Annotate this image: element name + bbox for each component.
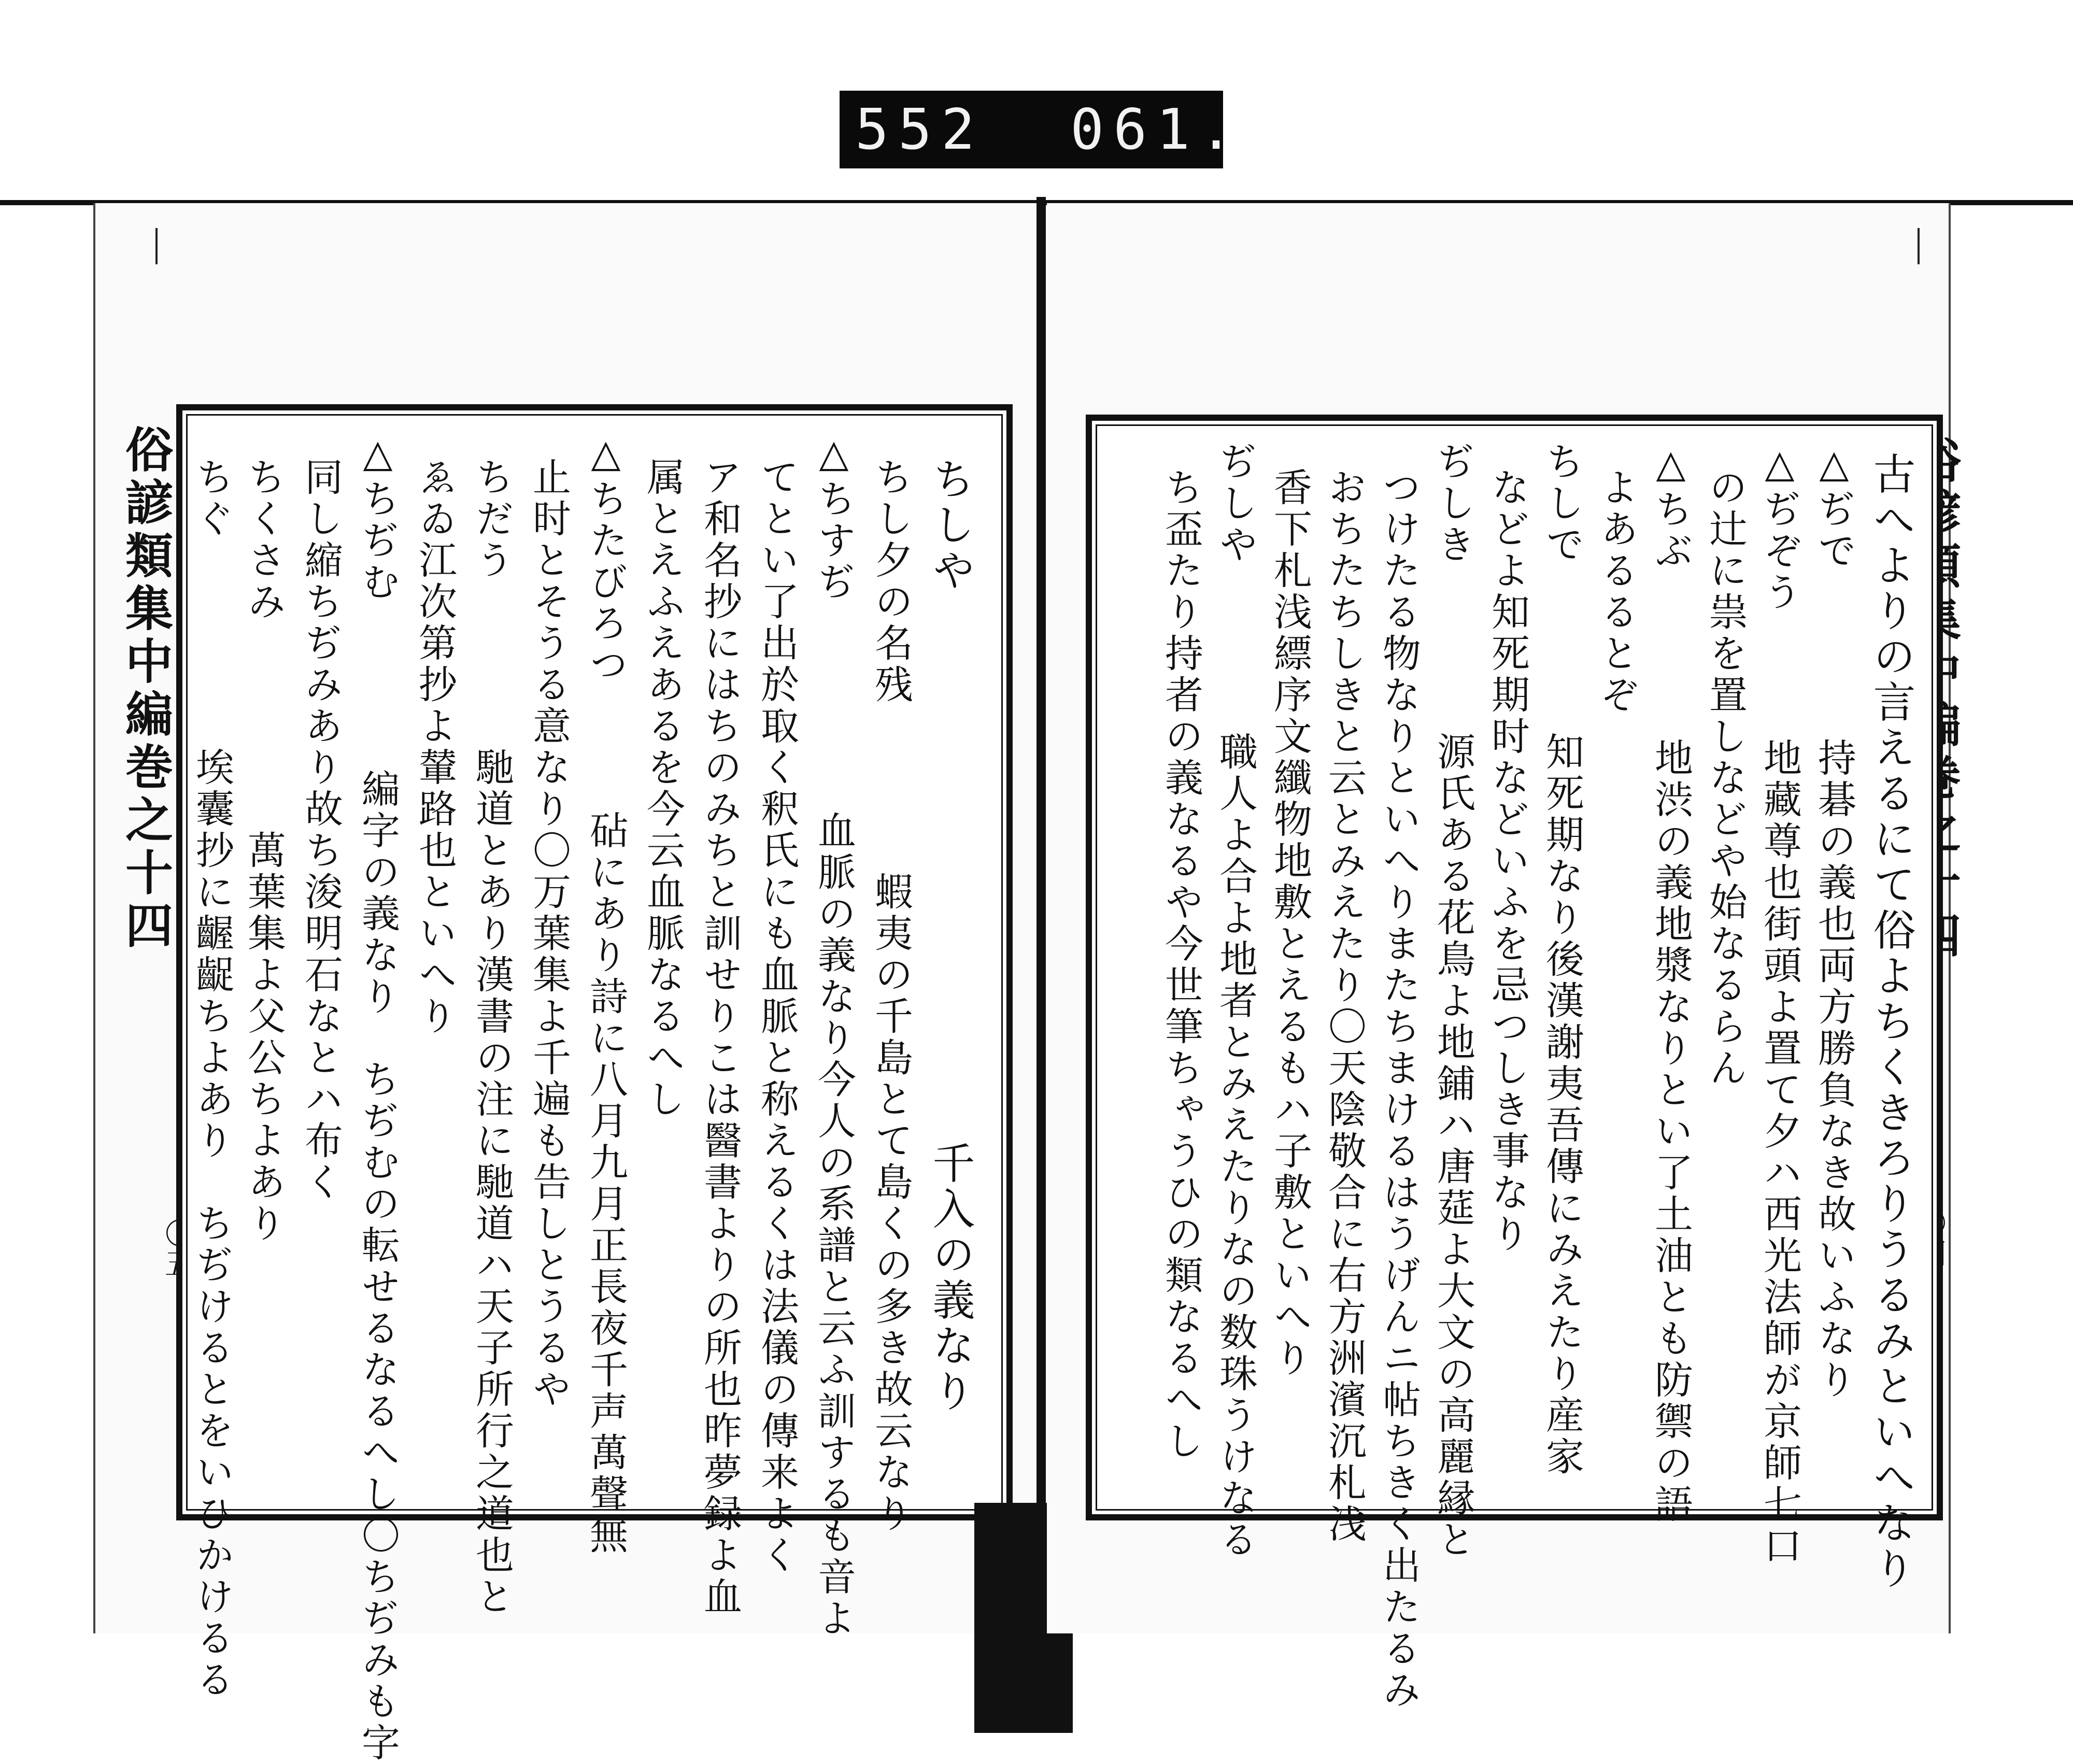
- right-column-12: ぢしや 職人よ合よ地者とみえたりなの数珠うけなる: [1213, 442, 1258, 1561]
- left-text-frame: [176, 404, 1013, 1764]
- right-column-3: の辻に祟を置しなどや始なるらん: [1703, 467, 1748, 1089]
- right-column-6: ちしで 知死期なり後漢謝夷吾傳にみえたり産家: [1540, 442, 1584, 1478]
- right-column-4: △ちぶ 地渋の義地漿なりとい了土油とも防禦の語: [1649, 442, 1693, 1526]
- right-column-9: つけたる物なりといへりまたちまけるはうげんニ帖ちきく出たるみ: [1376, 467, 1421, 1711]
- left-column-6: △ちたびろつ 砧にあり詩に八月九月正長夜千声萬聲無: [584, 431, 628, 1557]
- left-column-4: ア和名抄にはちのみちと訓せりこは醫書よりの所也昨夢録よ血: [698, 457, 742, 1618]
- left-column-3: てとい了出於取く釈氏にも血脈と称えるくは法儀の傳来よく: [755, 457, 799, 1576]
- right-column-10: おちたちしきと云とみえたり〇天陰敬合に右方洲濱沉札浅: [1322, 467, 1367, 1545]
- right-column-13: ち盃たり持者の義なるや今世筆ちゃうひの類なるへし: [1159, 467, 1203, 1462]
- right-column-5: よあるるとぞ: [1594, 467, 1639, 716]
- left-column-9: ゑゐ江次第抄よ輦路也といへり: [413, 457, 457, 1037]
- left-column-10: △ちぢむ 編字の義なり ちぢむの転せるなるへし〇ちぢみも字: [356, 431, 400, 1764]
- right-column-0: 古へよりの言えるにて俗よちくきろりうるみといへなり: [1866, 452, 1915, 1592]
- right-column-1: △ぢで 持碁の義也両方勝負なき故いふなり: [1812, 442, 1856, 1401]
- right-column-7: などよ知死期时などいふを忌つしき事なり: [1485, 467, 1530, 1255]
- catalog-label: [840, 91, 1243, 168]
- left-column-1: ちし夕の名残 蝦夷の千島とて島くの多き故云なり: [869, 457, 913, 1535]
- book-gutter: [1036, 197, 1046, 1643]
- right-column-8: ぢしき 源氏ある花鳥よ地鋪ハ唐莚よ大文の高麗縁と: [1431, 442, 1475, 1561]
- left-column-8: ちだう 馳道とあり漢書の注に馳道ハ天子所行之道也と: [470, 457, 514, 1618]
- right-page-corner-mark: [1897, 228, 1920, 264]
- left-column-11: 同し縮ちぢみあり故ち浚明石なとハ布く: [299, 457, 343, 1203]
- left-column-13: ちぐ 埃囊抄に齷齪ちよあり ちぢけるとをいひかけるる: [190, 457, 234, 1701]
- right-column-11: 香下札浅縹序文纖物地敷とえるもハ子敷といへり: [1268, 467, 1312, 1379]
- right-text-frame: [1086, 415, 1943, 1711]
- left-column-0: ちしや 千入の義なり: [926, 457, 975, 1415]
- catalog-label-text: 552 061.: [855, 97, 1243, 162]
- left-column-7: 止时とそうる意なり〇万葉集よ千遍も告しとうるや: [527, 457, 571, 1411]
- left-column-12: ちくさみ 萬葉集よ父公ちよあり: [242, 457, 286, 1245]
- left-spine-title: 俗諺類集中編巻之十四: [118, 425, 174, 954]
- right-column-2: △ぢぞう 地藏尊也街頭よ置て夕ハ西光法師が京師七口: [1757, 442, 1802, 1567]
- left-column-5: 属とえふえあるを今云血脈なるへし: [641, 457, 685, 1120]
- left-page-corner-mark: [155, 228, 178, 264]
- left-column-2: △ちすぢ 血脈の義なり今人の系譜と云ふ訓するも音よ: [812, 431, 856, 1640]
